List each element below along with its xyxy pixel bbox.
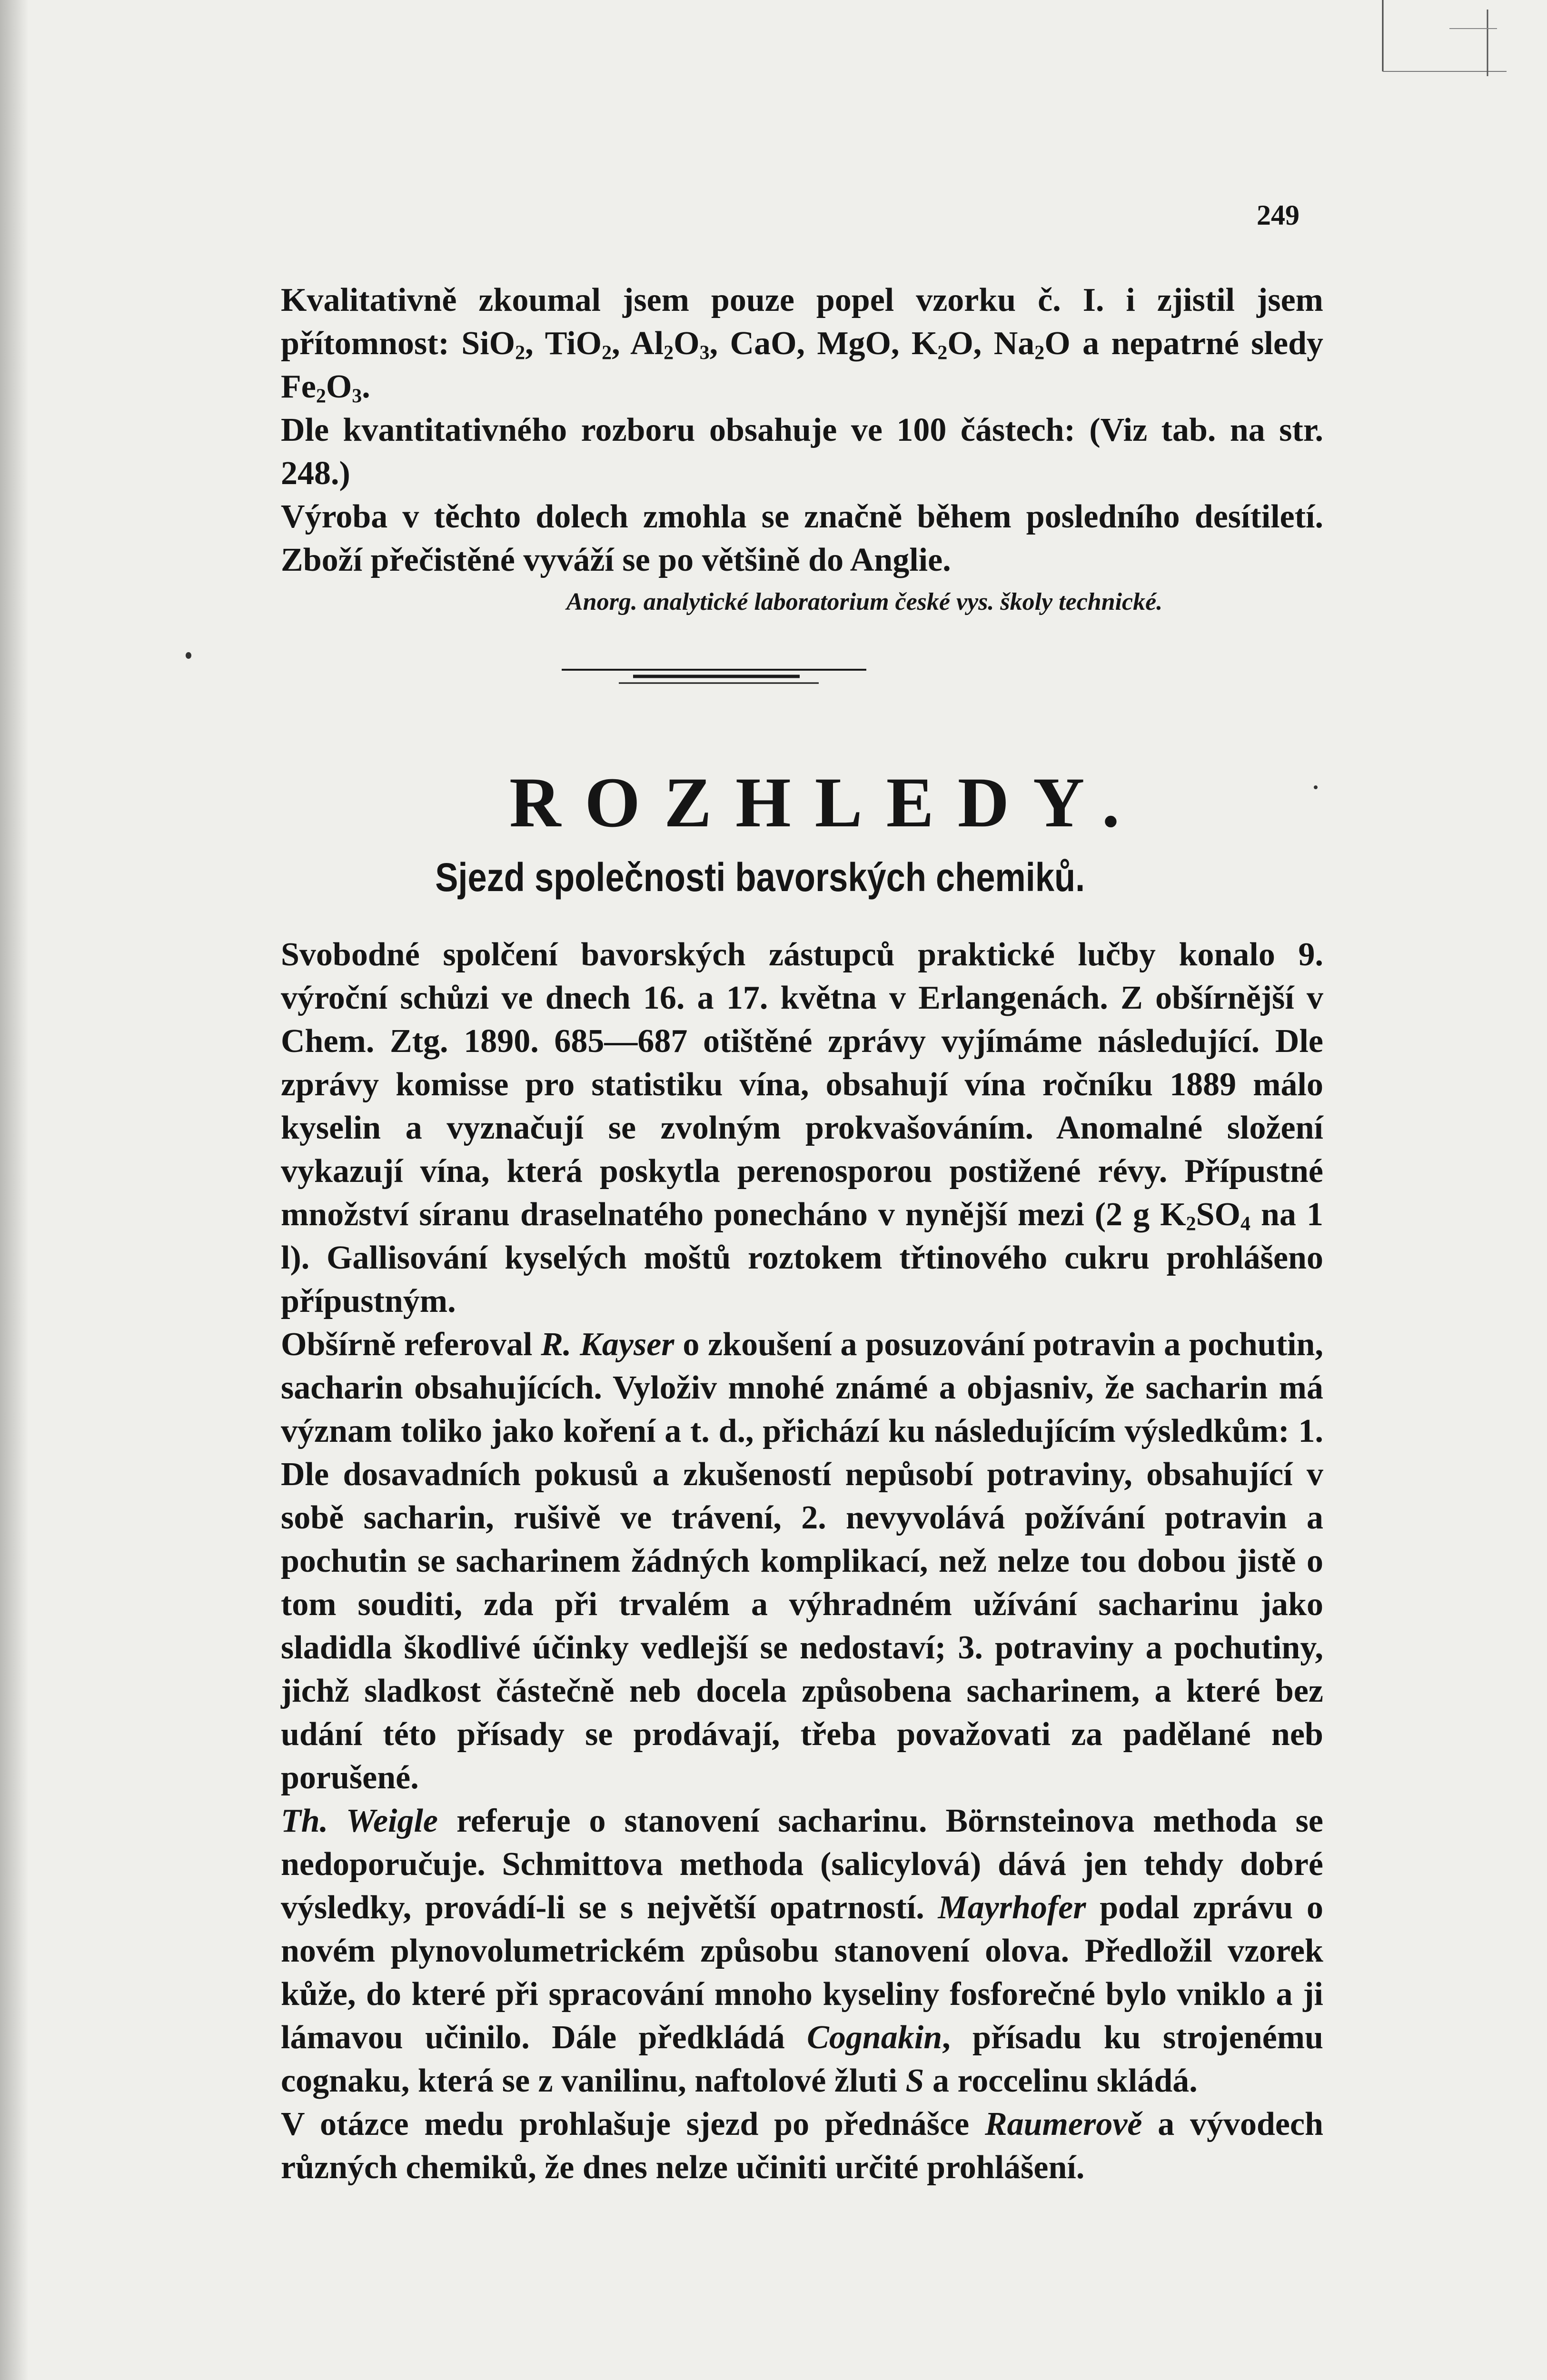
article-paragraph-4: V otázce medu prohlašuje sjezd po přednášce Raumerově a vývodech různých chemiků, že dnes nelze učiniti určité prohlášení.	[281, 2106, 1323, 2186]
article-text	[281, 933, 1323, 2189]
author-name: R. Kayser	[541, 1326, 674, 1363]
ink-speck	[186, 652, 191, 659]
intro-paragraph-1: Kvalitativně zkoumal jsem pouze popel vzorku č. I. i zjistil jsem přítomnost: SiO$_2$, TiO$_2$, $Al_2O_3$, CaO, MgO, $K_2O$, $Na_2O$ a nepatrné sledy $Fe_2O_3$.	[281, 282, 1323, 407]
section-subtitle: Sjezd společnosti bavorských chemiků.	[435, 855, 1085, 900]
author-name: Mayrhofer	[938, 1889, 1086, 1926]
author-name: Th. Weigle	[281, 1803, 438, 1839]
article-paragraph-3: Th. Weigle referuje o stanovení sacharinu. Börnsteinova methoda se nedoporučuje. Schmittova methoda (salicylová) dává jen tehdy dobré výsledky, provádí-li se s největší opatrností. Mayrhofer podal zprávu o novém plynovolumetrickém způsobu stanovení olova. Předložil vzorek kůže, do které při spracování mnoho kyseliny fosforečné bylo vniklo a ji lámavou učinilo. Dále předkládá Cognakin, přísadu ku strojenému cognaku, která se z vanilinu, naftolové žluti S a roccelinu skládá.	[281, 1803, 1324, 2099]
scan-crop-marks	[1373, 0, 1511, 81]
intro-text	[281, 278, 1323, 582]
laboratory-signature: Anorg. analytické laboratorium české vys. školy technické.	[566, 588, 1163, 615]
article-paragraph-1: Svobodné spolčení bavorských zástupců praktické lučby konalo 9. výroční schůzi ve dnech 16. a 17. května v Erlangenách. Z obšírnější v Chem. Ztg. 1890. 685—687 otištěné zprávy vyjímáme následující. Dle zprávy komisse pro statistiku vína, obsahují vína ročníku 1889 málo kyselin a vyznačují se zvolným prokvašováním. Anomalné složení vykazují vína, která poskytla perenosporou postižené révy. Přípustné množství síranu draselnatého ponecháno v nynější mezi (2 g $K_2SO_4$ na 1 l). Gallisování kyselých moštů roztokem třtinového cukru prohlášeno přípustným.	[281, 936, 1323, 1319]
intro-paragraph-3: Výroba v těchto dolech zmohla se značně během posledního desítiletí. Zboží přečistěné vyváží se po většině do Anglie.	[281, 498, 1323, 578]
section-title: ROZHLEDY.	[509, 763, 1144, 842]
section-divider	[562, 664, 866, 693]
intro-paragraph-2: Dle kvantitativného rozboru obsahuje ve 100 částech: (Viz tab. na str. 248.)	[281, 412, 1323, 492]
page-edge-shadow	[0, 0, 29, 2380]
product-name: Cognakin	[807, 2019, 942, 2056]
page-number: 249	[1257, 199, 1299, 231]
ink-speck	[1314, 785, 1318, 789]
author-name: Raumerově	[984, 2106, 1142, 2142]
article-paragraph-2: Obšírně referoval R. Kayser o zkoušení a posuzování potravin a pochutin, sacharin obsahujících. Vyloživ mnohé známé a objasniv, že sacharin má význam toliko jako koření a t. d., přichází ku následujícím výsledkům: 1. Dle dosavadních pokusů a zkušeností nepůsobí potraviny, obsahující v sobě sacharin, rušivě ve trávení, 2. nevyvolává požívání potravin a pochutin se sacharinem žádných komplikací, než nelze tou dobou jistě o tom souditi, zda při trvalém a výhradném užívání sacharinu jako sladidla škodlivé účinky vedlejší se nedostaví; 3. potraviny a pochutiny, jichž sladkost částečně neb docela způsobena sacharinem, a které bez udání této přísady se prodávají, třeba považovati za padělané neb porušené.	[281, 1326, 1323, 1796]
